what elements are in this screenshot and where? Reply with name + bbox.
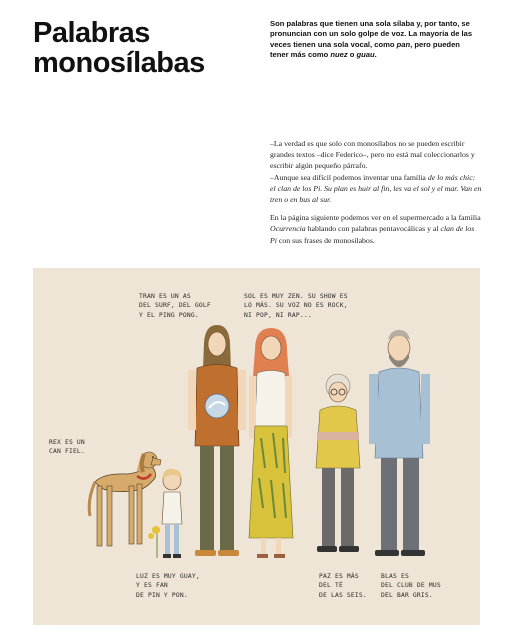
intro-text [270,19,480,61]
mom-caption: SOL ES MUY ZEN. SU SHOW ES LO MÁS. SU VOZ NO ES ROCK, NI POP, NI RAP... [244,293,348,319]
grandma-figure [316,374,360,552]
mom-figure [249,328,293,558]
title-line-1: Palabras [33,17,150,49]
body-text [270,138,482,253]
girl-figure [148,469,182,558]
dialogue-text-2: –Aunque sea difícil podemos inventar una familia [270,172,428,182]
intro-part-4: . [374,50,377,60]
girl-caption: LUZ ES MUY GUAY, Y ES FAN DE PIN Y PON. [136,573,200,599]
title-line-2: monosílabas [33,47,205,79]
page-title [33,18,205,78]
dad-figure [188,325,246,556]
next-page-part-2: hablando con palabras pentavocálicas y al [305,224,441,234]
paragraph-next-page [270,212,482,246]
intro-example-3: guau [356,50,375,60]
next-page-part-1: En la página siguiente podemos ver en el supermercado a la familia [270,213,481,223]
dialogue-italic: de lo más chic: el clan de los Pi. Su plan es huir al fin, les va el sol y el mar. Van en tren o en bus al sur. [270,172,482,205]
grandma-caption: PAZ ES MÁS DEL TÉ DE LAS SEIS. [319,573,367,599]
family-illustration [33,268,480,625]
intro-example-1: pan [396,39,411,49]
next-page-italic-2: clan de los Pi [270,224,475,245]
intro-part-1: Son palabras que tienen una sola sílaba y, por tanto, se pronuncian con un solo golpe de voz. La mayoría de las veces tienen una sola vocal, como [270,19,473,49]
grandpa-figure [369,330,430,556]
intro-example-2: nuez [330,50,348,60]
dog-figure [89,452,161,546]
dog-caption: REX ES UN CAN FIEL. [49,439,85,456]
dad-caption: TRAN ES UN AS DEL SURF, DEL GOLF Y EL PING PONG. [139,293,211,319]
paragraph-dialogue [270,138,482,205]
dialogue-text: –La verdad es que solo con monosílabos no se pueden escribir grandes textos –dice Federico–, pero no está mal coleccionarlos y escribir algún pequeño párrafo. [270,139,475,171]
next-page-part-3: con sus frases de monosílabos. [276,235,375,245]
grandpa-caption: BLAS ES DEL CLUB DE MUS DEL BAR GRIS. [381,573,441,599]
intro-part-2: , pero pueden tener más como [270,39,460,60]
next-page-italic-1: Ocurrencia [270,224,306,234]
intro-part-3: o [347,50,357,60]
